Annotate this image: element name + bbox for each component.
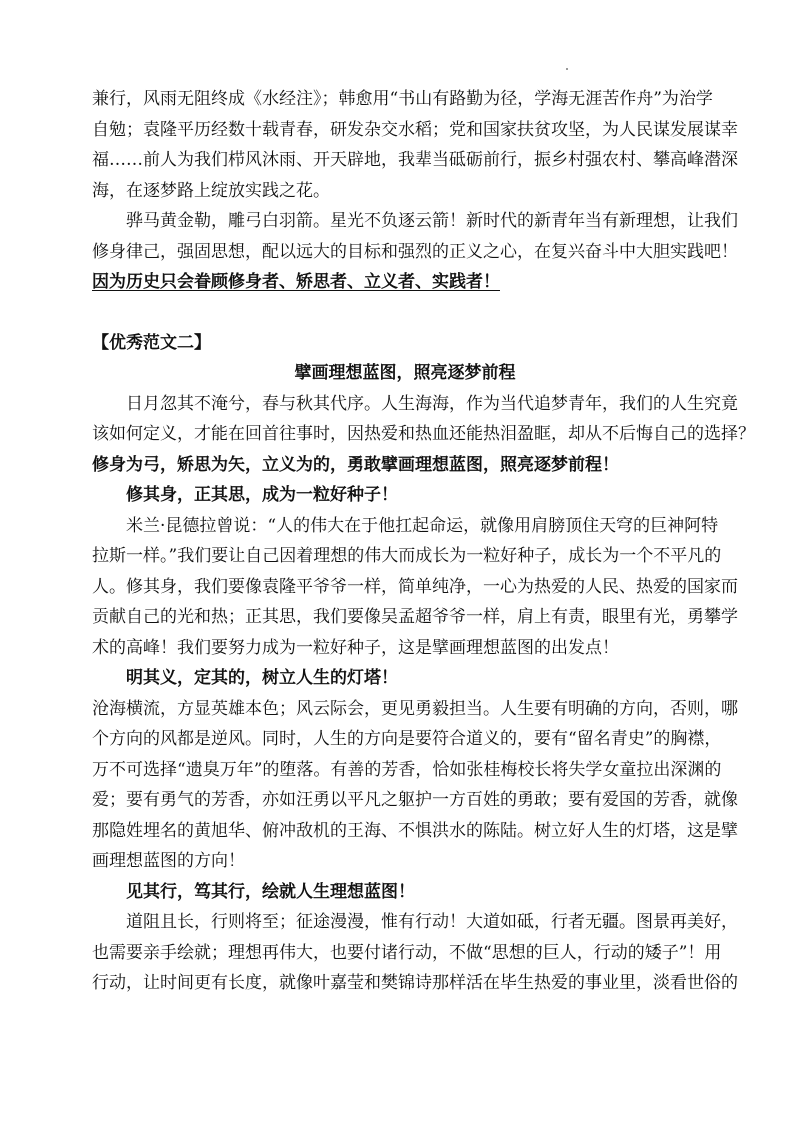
- body-line: 贡献自己的光和热；正其思，我们要像吴孟超爷爷一样，肩上有责，眼里有光，勇攀学: [92, 607, 738, 627]
- section-gap: [92, 298, 718, 328]
- body-line: 术的高峰！我们要努力成为一粒好种子，这是擘画理想蓝图的出发点！: [92, 637, 619, 658]
- closing-statement: 因为历史只会眷顾修身者、矫思者、立义者、实践者！: [92, 272, 500, 292]
- document-page: [92, 84, 755, 999]
- body-line: 修身律己，强固思想，配以远大的目标和强烈的正义之心，在复兴奋斗中大胆实践吧！: [92, 241, 738, 262]
- body-line: 骅马黄金勒，雕弓白羽箭。星光不负逐云箭！新时代的新青年当有新理想，让我们: [126, 211, 738, 231]
- body-line: 人。修其身，我们要像袁隆平爷爷一样，简单纯净，一心为热爱的人民、热爱的国家而: [92, 576, 738, 597]
- body-line: 自勉；袁隆平历经数十载青春，研发杂交水稻；党和国家扶贫攻坚，为人民谋发展谋幸: [92, 119, 738, 140]
- point-heading-3: 见其行，笃其行，绘就人生理想蓝图！: [126, 881, 415, 902]
- body-line: 该如何定义，才能在回首往事时，因热爱和热血还能热泪盈眶，却从不后悔自己的选择？: [92, 424, 755, 444]
- body-line: 画理想蓝图的方向！: [92, 851, 245, 871]
- body-line: 福……前人为我们栉风沐雨、开天辟地，我辈当砥砺前行，振乡村强农村、攀高峰潜深: [92, 150, 738, 170]
- body-line: 那隐姓埋名的黄旭华、俯冲敌机的王海、不惧洪水的陈陆。树立好人生的灯塔，这是擘: [92, 820, 738, 841]
- essay-title: 擘画理想蓝图，照亮逐梦前程: [294, 363, 516, 383]
- body-line: 万不可选择“遗臭万年”的堕落。有善的芳香，恰如张桂梅校长将失学女童拉出深渊的: [92, 759, 722, 780]
- body-line: 兼行，风雨无阻终成《水经注》；韩愈用“书山有路勤为径，学海无涯苦作舟”为治学: [92, 89, 713, 109]
- body-line: 行动，让时间更有长度，就像叶嘉莹和樊锦诗那样活在毕生热爱的事业里，淡看世俗的: [92, 973, 738, 993]
- body-line: 拉斯一样。”我们要让自己因着理想的伟大而成长为一粒好种子，成长为一个不平凡的: [92, 546, 722, 566]
- body-line: 日月忽其不淹兮，春与秋其代序。人生海海，作为当代追梦青年，我们的人生究竟: [126, 393, 738, 414]
- body-line: 沧海横流，方显英雄本色；风云际会，更见勇毅担当。人生要有明确的方向，否则，哪: [92, 698, 738, 719]
- body-line: 个方向的风都是逆风。同时，人生的方向是要符合道义的，要有“留名青史”的胸襟，: [92, 729, 722, 749]
- body-line: 海，在逐梦路上绽放实践之花。: [92, 180, 330, 201]
- thesis-statement: 修身为弓，矫思为矢，立义为的，勇敢擘画理想蓝图，照亮逐梦前程！: [92, 454, 619, 475]
- point-heading-2: 明其义，定其的，树立人生的灯塔！: [126, 668, 398, 688]
- scan-mark: [566, 68, 568, 70]
- body-line: 米兰·昆德拉曾说：“人的伟大在于他扛起命运，就像用肩膀顶住天穹的巨神阿特: [126, 515, 719, 536]
- body-line: 也需要亲手绘就；理想再伟大，也要付诸行动，不做“思想的巨人，行动的矮子”！用: [92, 942, 722, 963]
- body-line: 爱；要有勇气的芳香，亦如汪勇以平凡之躯护一方百姓的勇敢；要有爱国的芳香，就像: [92, 790, 738, 810]
- point-heading-1: 修其身，正其思，成为一粒好种子！: [126, 485, 398, 505]
- section-label: 【优秀范文二】: [92, 332, 211, 353]
- body-line: 道阻且长，行则将至；征途漫漫，惟有行动！大道如砥，行者无疆。图景再美好，: [126, 912, 738, 932]
